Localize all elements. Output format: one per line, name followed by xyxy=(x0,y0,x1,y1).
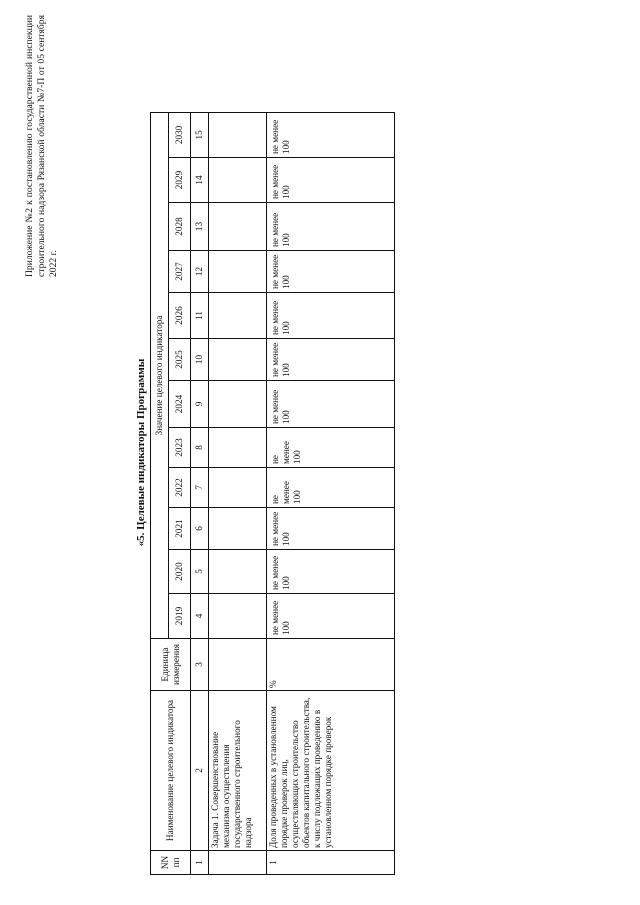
task-empty-cell xyxy=(209,251,267,293)
year-cell: 2020 xyxy=(169,550,191,594)
indicator-value: не менее 100 xyxy=(267,381,395,428)
year-cell: 2030 xyxy=(169,112,191,157)
header-value-group: Значение целевого индикатора xyxy=(151,112,169,638)
indicator-nn: 1 xyxy=(267,851,395,875)
year-cell: 2021 xyxy=(169,508,191,550)
annex-line-2: государственной инспекции строительного xyxy=(24,15,47,277)
year-cell: 2028 xyxy=(169,203,191,251)
column-number: 11 xyxy=(191,293,209,339)
column-number: 5 xyxy=(191,550,209,594)
column-number: 6 xyxy=(191,508,209,550)
column-number: 10 xyxy=(191,339,209,381)
task-empty-cell xyxy=(209,594,267,639)
indicators-table xyxy=(150,112,395,875)
task-empty-cell xyxy=(209,158,267,203)
indicator-value: не менее 100 xyxy=(267,339,395,381)
column-number: 14 xyxy=(191,158,209,203)
year-cell: 2026 xyxy=(169,293,191,339)
indicator-name: Доля проведенных в установленном порядке проверок лиц, осуществляющих строительство объектов капитального строительства, к числу подлежащих проведению в установленном порядке проверок xyxy=(267,691,395,851)
indicator-value: не менее 100 xyxy=(267,293,395,339)
indicator-row xyxy=(267,112,395,874)
task-empty-cell xyxy=(209,508,267,550)
indicator-value: не менее 100 xyxy=(267,112,395,157)
indicator-value: не менее 100 xyxy=(267,468,395,508)
indicator-value: не менее 100 xyxy=(267,158,395,203)
year-cell: 2027 xyxy=(169,251,191,293)
section-heading: «5. Целевые индикаторы Программы xyxy=(135,358,147,547)
header-name: Наименование целевого индикатора xyxy=(151,691,191,851)
column-number: 1 xyxy=(191,851,209,875)
header-unit: Единица измерения xyxy=(151,639,191,691)
task-empty-cell xyxy=(209,203,267,251)
column-number: 9 xyxy=(191,381,209,428)
year-cell: 2022 xyxy=(169,468,191,508)
task-empty-cell xyxy=(209,468,267,508)
indicator-unit: % xyxy=(267,639,395,691)
task-empty-cell xyxy=(209,428,267,468)
annex-line-3: надзора Рязанской области №7-П от 05 сентября xyxy=(35,15,47,215)
column-number: 15 xyxy=(191,112,209,157)
annex-line-1: Приложение №2 к постановлению xyxy=(24,133,35,277)
indicator-value: не менее 100 xyxy=(267,550,395,594)
header-row xyxy=(151,112,169,874)
task-empty-cell xyxy=(209,339,267,381)
numbering-row xyxy=(191,112,209,874)
task-empty-cell xyxy=(209,293,267,339)
indicator-value: не менее 100 xyxy=(267,251,395,293)
column-number: 8 xyxy=(191,428,209,468)
year-cell: 2029 xyxy=(169,158,191,203)
column-number: 7 xyxy=(191,468,209,508)
column-number: 2 xyxy=(191,691,209,851)
task-row xyxy=(209,112,267,874)
column-number: 12 xyxy=(191,251,209,293)
indicator-value: не менее 100 xyxy=(267,428,395,468)
task-name: Задача 1. Совершенствование механизма осуществления государственного строительного надзора xyxy=(209,691,267,851)
task-empty-cell xyxy=(209,381,267,428)
task-empty-cell xyxy=(209,112,267,157)
task-nn xyxy=(209,851,267,875)
task-empty-cell xyxy=(209,639,267,691)
task-empty-cell xyxy=(209,550,267,594)
year-cell: 2019 xyxy=(169,594,191,639)
column-number: 13 xyxy=(191,203,209,251)
year-cell: 2023 xyxy=(169,428,191,468)
year-cell: 2024 xyxy=(169,381,191,428)
indicator-value: не менее 100 xyxy=(267,508,395,550)
header-nn: NN пп xyxy=(151,851,191,875)
year-cell: 2025 xyxy=(169,339,191,381)
indicator-value: не менее 100 xyxy=(267,594,395,639)
column-number: 4 xyxy=(191,594,209,639)
column-number: 3 xyxy=(191,639,209,691)
indicator-value: не менее 100 xyxy=(267,203,395,251)
annex-line-4: 2022 г. xyxy=(47,250,59,277)
annex-header xyxy=(24,15,59,277)
